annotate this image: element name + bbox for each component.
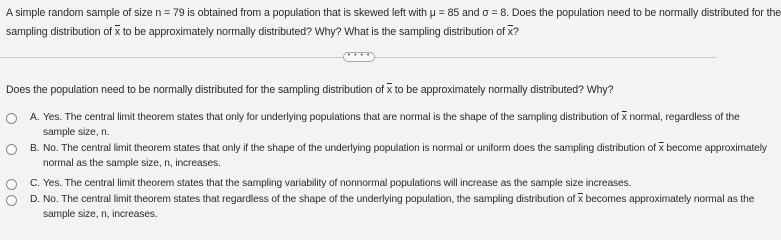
x-bar-symbol: $\overline{x}$: [114, 26, 120, 38]
question-line-1: A simple random sample of size n = 79 is obtained from a population that is skewed left with μ = 85 and σ = 8. Does the population need to be normally distributed for the: [6, 7, 781, 19]
radio-option-a[interactable]: [6, 113, 17, 124]
sub-question-b: to be approximately normally distributed? Why?: [391, 84, 614, 96]
option-text-line-2: sample size, n, increases.: [43, 208, 158, 220]
question-line-2-c: ?: [512, 26, 519, 38]
option-letter: D.: [30, 194, 40, 205]
option-text-a: No. The central limit theorem states that only if the shape of the underlying population is normal or uniform does the sampling distribution of: [43, 143, 659, 154]
radio-option-c[interactable]: [6, 179, 17, 190]
option-text: [43, 142, 767, 171]
x-bar-symbol: $\overline{x}$: [621, 112, 627, 123]
option-text-line-2: normal as the sample size, n, increases.: [43, 157, 221, 169]
option-text-b: becomes approximately normal as the: [582, 194, 755, 205]
radio-option-b[interactable]: [6, 144, 17, 155]
option-text-line-2: sample size, n.: [43, 126, 110, 138]
option-text-a: No. The central limit theorem states that regardless of the shape of the underlying population, the sampling distribution of: [43, 194, 578, 205]
option-text-a: Yes. The central limit theorem states that only for underlying populations that are normal is the shape of the sampling distribution of: [43, 112, 622, 123]
option-b[interactable]: [6, 142, 767, 171]
option-text: [43, 193, 755, 222]
x-bar-symbol: $\overline{x}$: [507, 26, 513, 38]
sub-question-a: Does the population need to be normally distributed for the sampling distribution of: [6, 84, 387, 96]
option-letter: C.: [30, 178, 40, 189]
question-line-2-b: to be approximately normally distributed? Why? What is the sampling distribution of: [120, 26, 508, 38]
option-a[interactable]: [6, 111, 740, 140]
question-text: [6, 4, 781, 42]
option-letter: B.: [30, 143, 40, 154]
option-text: [43, 111, 740, 140]
option-text-b: normal, regardless of the: [626, 112, 740, 123]
sub-question: [6, 84, 613, 96]
option-text: [43, 177, 717, 192]
option-text-a: Yes. The central limit theorem states that the sampling variability of nonnormal populations will increase as the sample size increases.: [43, 178, 632, 189]
radio-option-d[interactable]: [6, 195, 17, 206]
x-bar-symbol: $\overline{x}$: [658, 143, 664, 154]
question-line-2-a: sampling distribution of: [6, 26, 115, 38]
option-c[interactable]: [6, 177, 717, 192]
x-bar-symbol: $\overline{x}$: [386, 84, 392, 96]
option-letter: A.: [30, 112, 40, 123]
x-bar-symbol: $\overline{x}$: [577, 194, 583, 205]
option-d[interactable]: [6, 193, 755, 222]
expand-toggle-button[interactable]: • • • •: [343, 52, 375, 62]
question-line-2: [6, 23, 712, 42]
option-text-b: become approximately: [663, 143, 767, 154]
